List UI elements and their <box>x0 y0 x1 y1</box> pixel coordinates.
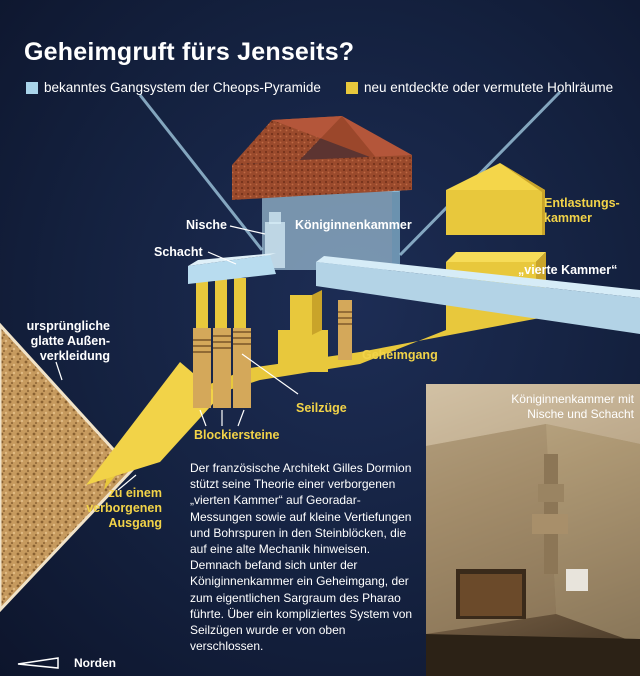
label-hidden-exit-line1: zu einem <box>108 486 162 500</box>
label-casing-line1: ursprüngliche <box>26 319 110 333</box>
photo-caption <box>511 392 634 422</box>
label-relief-chamber-line1: Entlastungs- <box>544 196 620 210</box>
label-hidden-exit-line2: verborgenen <box>86 501 162 515</box>
label-blocking-stones: Blockiersteine <box>194 428 280 442</box>
photo-caption-line2: Nische und Schacht <box>527 407 634 421</box>
legend-known-swatch <box>26 82 38 94</box>
label-casing <box>14 319 110 364</box>
label-casing-line3: verkleidung <box>39 349 110 363</box>
label-rope-pulleys: Seilzüge <box>296 401 347 415</box>
north-arrow-icon <box>18 658 58 668</box>
label-casing-line2: glatte Außen- <box>30 334 110 348</box>
relief-chamber <box>446 163 545 235</box>
chamber-photo <box>426 384 640 676</box>
legend-new <box>346 80 613 95</box>
label-shaft: Schacht <box>154 245 203 259</box>
legend-new-label: neu entdeckte oder vermutete Hohlräume <box>364 80 614 95</box>
label-hidden-exit-line3: Ausgang <box>108 516 162 530</box>
legend-new-swatch <box>346 82 358 94</box>
legend-known-label: bekanntes Gangsystem der Cheops-Pyramide <box>44 80 321 95</box>
label-queens-chamber: Königinnenkammer <box>295 218 412 232</box>
chamber-photo-image <box>426 384 640 676</box>
label-fourth-chamber: „vierte Kammer“ <box>518 263 618 277</box>
label-north: Norden <box>74 656 116 670</box>
label-hidden-exit <box>66 486 162 531</box>
label-niche: Nische <box>186 218 227 232</box>
label-relief-chamber-line2: kammer <box>544 211 592 225</box>
legend-known <box>26 80 321 95</box>
label-secret-passage: Geheimgang <box>362 348 438 362</box>
blocking-stone-shafts <box>193 278 352 408</box>
roof-stones <box>232 116 412 200</box>
label-relief-chamber <box>544 196 620 226</box>
page-title: Geheimgruft fürs Jenseits? <box>24 38 355 66</box>
photo-caption-line1: Königinnenkammer mit <box>511 392 634 406</box>
body-text: Der französische Architekt Gilles Dormion stützt seine Theorie einer verborgenen „vierten Kammer“ auf Georadar-Messungen sowie auf kleine Vertiefungen und Bohrspuren in den Steinblöcken, die auf eine alte Mechanik hinweisen. Demnach befand sich unter der Königinnenkammer ein Geheimgang, der zum eigentlichen Sargraum des Pharao führte. Über ein kompliziertes System von Seilzügen wurde er von oben verschlossen. <box>190 461 413 654</box>
